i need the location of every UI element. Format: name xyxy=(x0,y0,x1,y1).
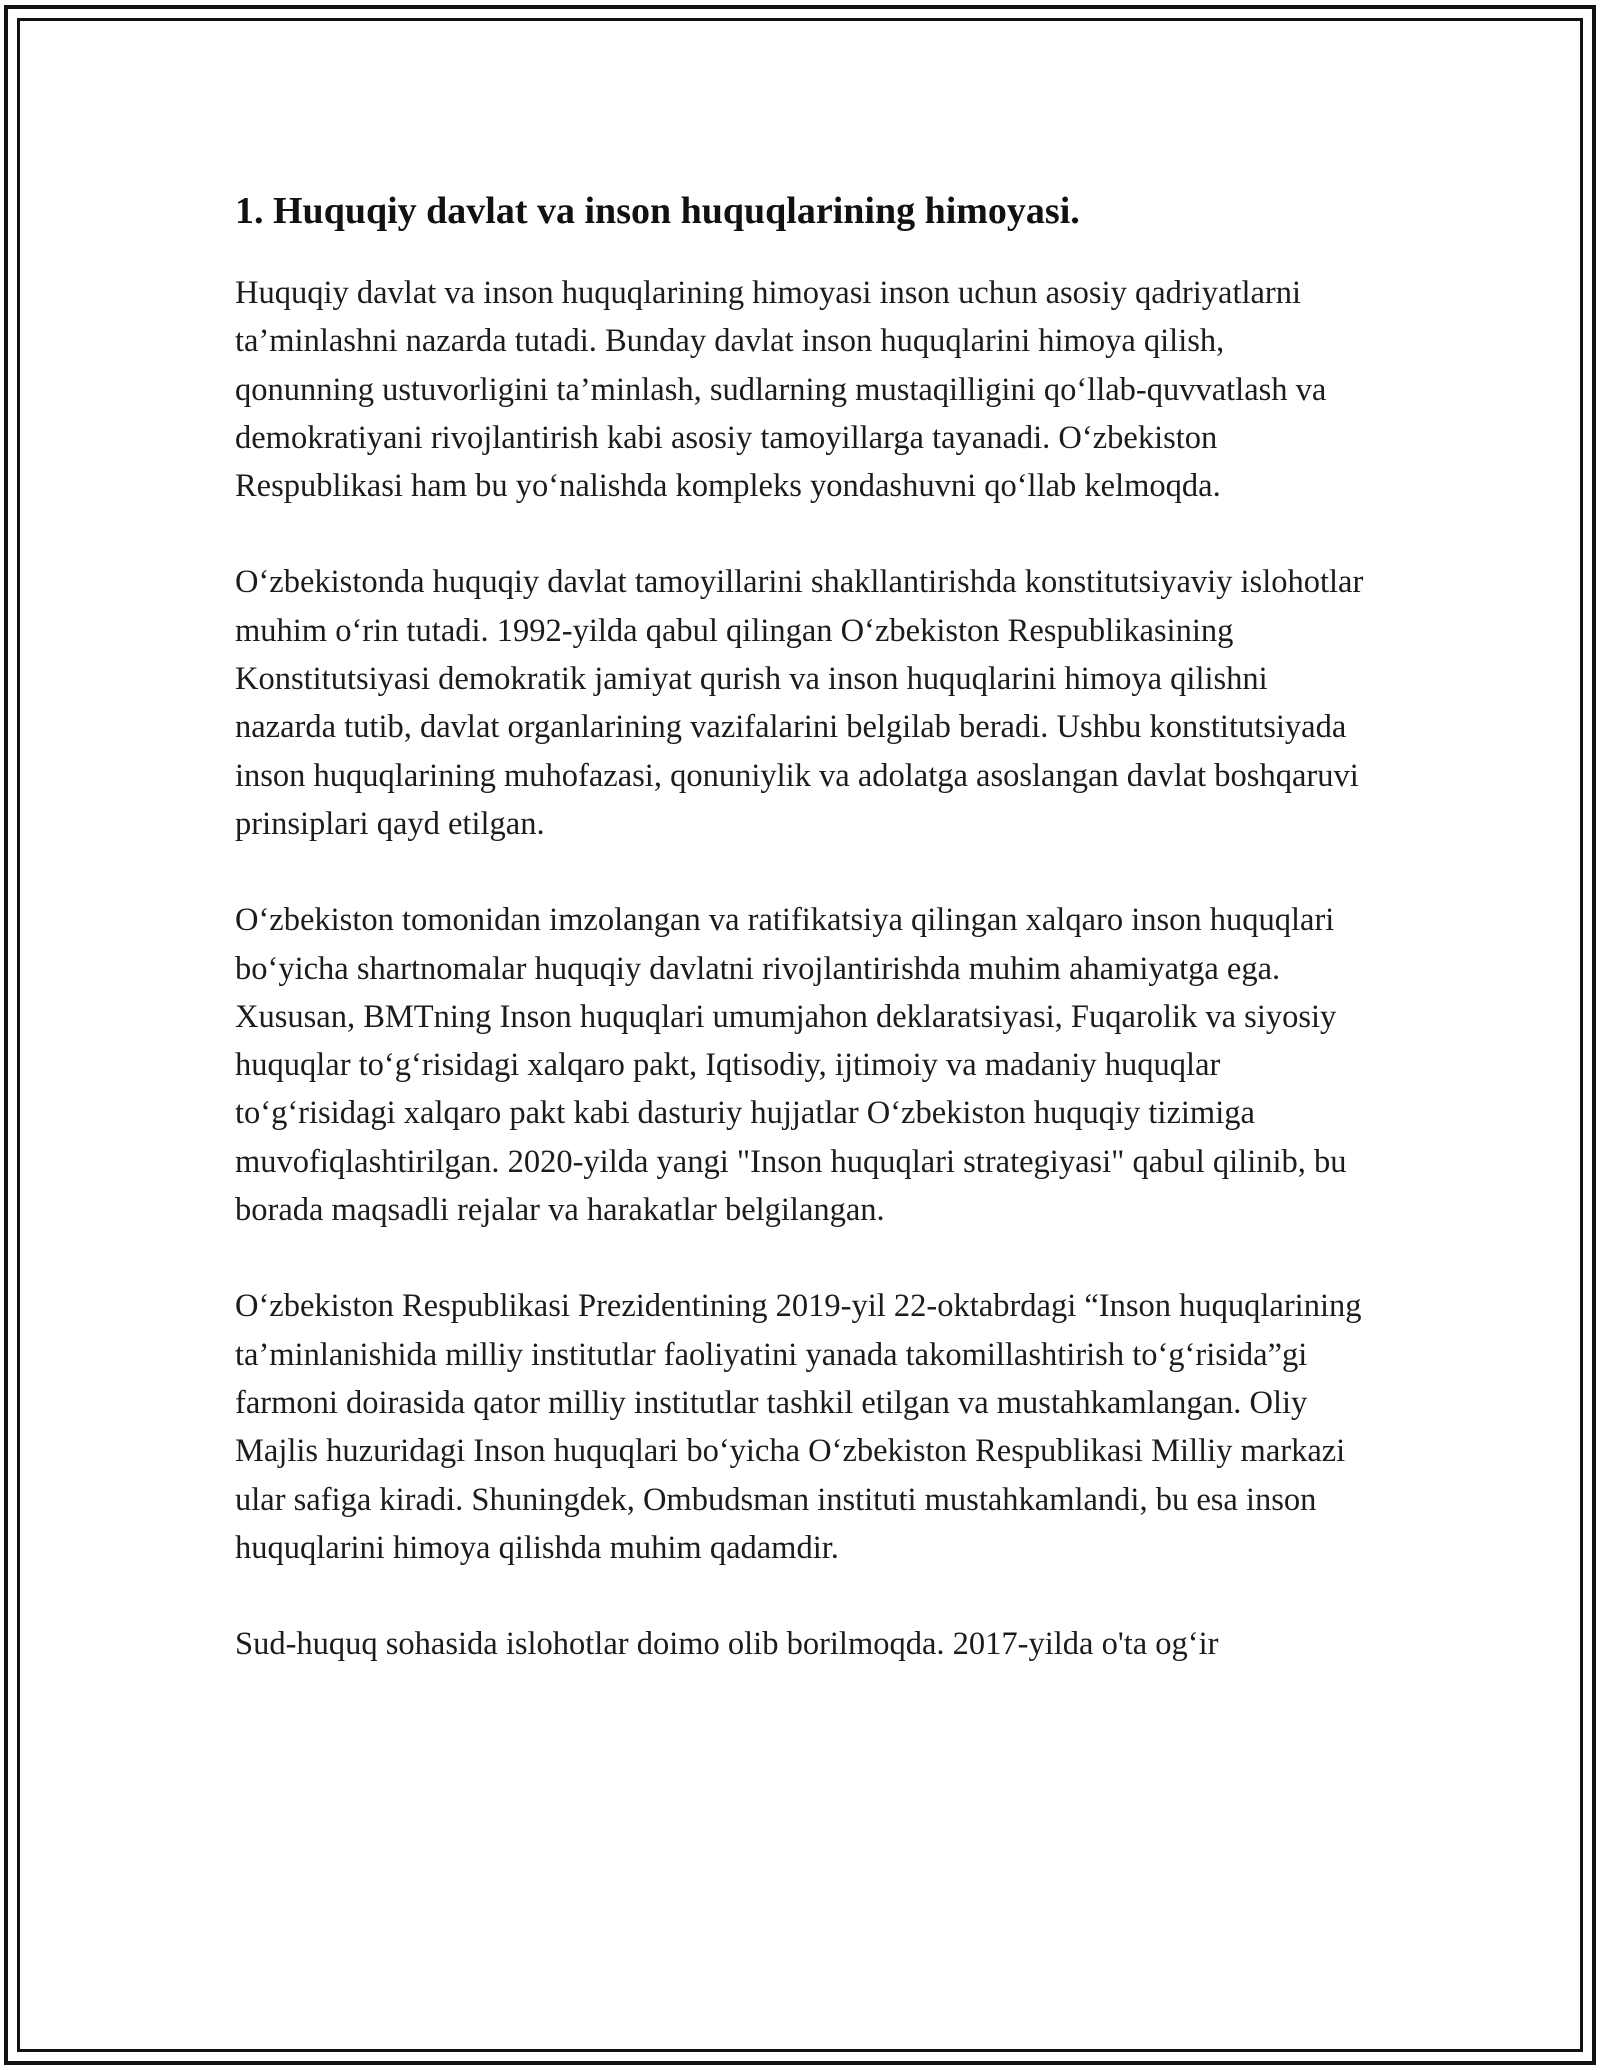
paragraph-1: Huquqiy davlat va inson huquqlarining himoyasi inson uchun asosiy qadriyatlarni ta’minlashni nazarda tutadi. Bunday davlat inson huquqlarini himoya qilish, qonunning ustuvorligini ta’minlash, sudlarning mustaqilligini qo‘llab-quvvatlash va demokratiyani rivojlantirish kabi asosiy tamoyillarga tayanadi. O‘zbekiston Respublikasi ham bu yo‘nalishda kompleks yondashuvni qo‘llab kelmoqda. xyxy=(235,275,1327,505)
document-body xyxy=(235,185,1365,1716)
paragraph-5: Sud-huquq sohasida islohotlar doimo olib borilmoqda. 2017-yilda o'ta og‘ir xyxy=(235,1626,1219,1663)
section-heading: 1. Huquqiy davlat va inson huquqlarining himoyasi. xyxy=(235,190,1080,232)
paragraph-2: O‘zbekistonda huquqiy davlat tamoyillarini shakllantirishda konstitutsiyaviy islohotlar muhim o‘rin tutadi. 1992-yilda qabul qilingan O‘zbekiston Respublikasining Konstitutsiyasi demokratik jamiyat qurish va inson huquqlarini himoya qilishni nazarda tutib, davlat organlarining vazifalarini belgilab beradi. Ushbu konstitutsiyada inson huquqlarining muhofazasi, qonuniylik va adolatga asoslangan davlat boshqaruvi prinsiplari qayd etilgan. xyxy=(235,564,1364,842)
paragraph-3: O‘zbekiston tomonidan imzolangan va ratifikatsiya qilingan xalqaro inson huquqlari bo‘yicha shartnomalar huquqiy davlatni rivojlantirishda muhim ahamiyatga ega. Xususan, BMTning Inson huquqlari umumjahon deklaratsiyasi, Fuqarolik va siyosiy huquqlar to‘g‘risidagi xalqaro pakt, Iqtisodiy, ijtimoiy va madaniy huquqlar to‘g‘risidagi xalqaro pakt kabi dasturiy hujjatlar O‘zbekiston huquqiy tizimiga muvofiqlashtirilgan. 2020-yilda yangi "Inson huquqlari strategiyasi" qabul qilinib, bu borada maqsadli rejalar va harakatlar belgilangan. xyxy=(235,902,1347,1229)
paragraph-4: O‘zbekiston Respublikasi Prezidentining 2019-yil 22-oktabrdagi “Inson huquqlarining ta’minlanishida milliy institutlar faoliyatini yanada takomillashtirish to‘g‘risida”gi farmoni doirasida qator milliy institutlar tashkil etilgan va mustahkamlangan. Oliy Majlis huzuridagi Inson huquqlari bo‘yicha O‘zbekiston Respublikasi Milliy markazi ular safiga kiradi. Shuningdek, Ombudsman instituti mustahkamlandi, bu esa inson huquqlarini himoya qilishda muhim qadamdir. xyxy=(235,1288,1362,1566)
